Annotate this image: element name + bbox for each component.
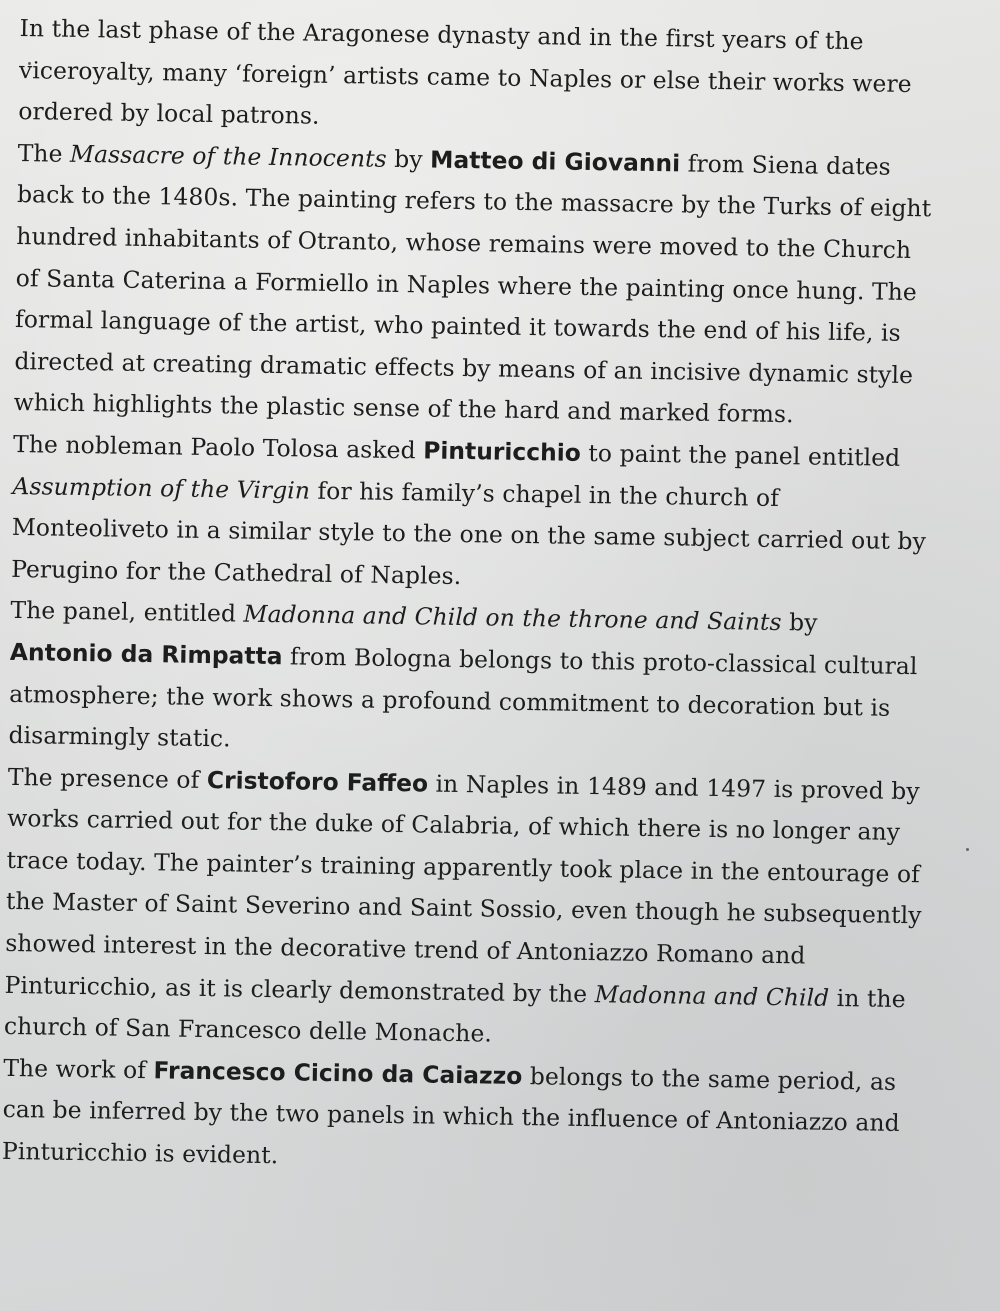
text-run: from Bologna belongs to this proto-classical cultural: [282, 642, 918, 681]
text-run: Pinturicchio is evident.: [1, 1136, 279, 1170]
text-run: the Master of Saint Severino and Saint Sossio, even though he subsequently: [5, 887, 922, 930]
text-run: Pinturicchio, as it is clearly demonstrated by the: [4, 970, 596, 1008]
speck-mark: [966, 848, 969, 851]
paragraph: [2, 1048, 949, 1188]
text-run: of Santa Caterina a Formiello in Naples where the painting once hung. The: [15, 263, 918, 306]
text-run: by: [386, 144, 431, 174]
text-run: directed at creating dramatic effects by means of an incisive dynamic style: [14, 346, 914, 389]
artist-name: Francesco Cicino da Caiazzo: [153, 1056, 523, 1090]
artwork-title: Assumption of the Virgin: [12, 471, 311, 505]
text-run: showed interest in the decorative trend of Antoniazzo Romano and: [5, 928, 806, 970]
text-run: by: [781, 608, 818, 637]
artist-name: Pinturicchio: [423, 436, 582, 467]
text-run: The presence of: [7, 762, 208, 794]
text-run: from Siena dates: [679, 149, 892, 181]
artwork-title: Madonna and Child: [594, 979, 830, 1012]
artwork-title: Madonna and Child on the throne and Saints: [243, 599, 782, 637]
text-run: back to the 1480s. The painting refers to the massacre by the Turks of eight: [16, 180, 932, 223]
text-run: which highlights the plastic sense of the hard and marked forms.: [13, 388, 794, 429]
text-run: ordered by local patrons.: [18, 97, 320, 130]
text-run: The: [17, 138, 71, 168]
text-run: formal language of the artist, who painted it towards the end of his life, is: [14, 305, 901, 348]
paragraph: [8, 590, 955, 771]
artist-name: Matteo di Giovanni: [429, 145, 681, 178]
text-run: Monteoliveto in a similar style to the one on the same subject carried out by: [11, 513, 927, 556]
text-run: viceroyalty, many ‘foreign’ artists came to Naples or else their works were: [18, 55, 912, 98]
text-run: trace today. The painter’s training apparently took place in the entourage of: [6, 845, 921, 889]
artist-name: Antonio da Rimpatta: [9, 637, 283, 671]
text-run: disarmingly static.: [8, 721, 231, 753]
text-run: The nobleman Paolo Tolosa asked: [12, 429, 424, 465]
text-run: in Naples in 1489 and 1497 is proved by: [427, 769, 920, 805]
artwork-title: Massacre of the Innocents: [69, 139, 387, 173]
text-run: The panel, entitled: [10, 596, 244, 628]
paragraph: [13, 133, 962, 439]
paragraph: [18, 8, 965, 148]
text-run: to paint the panel entitled: [580, 438, 901, 472]
text-run: church of San Francesco delle Monache.: [3, 1012, 493, 1048]
text-run: works carried out for the duke of Calabria, of which there is no longer any: [7, 804, 901, 847]
paragraph: [11, 424, 958, 605]
text-run: atmosphere; the work shows a profound commitment to decoration but is: [9, 679, 891, 722]
artist-name: Cristoforo Faffeo: [206, 765, 429, 798]
text-run: in the: [829, 983, 906, 1013]
text-run: can be inferred by the two panels in which the influence of Antoniazzo and: [2, 1095, 900, 1138]
text-run: The work of: [3, 1053, 154, 1085]
text-run: for his family’s chapel in the church of: [309, 476, 780, 512]
text-run: Perugino for the Cathedral of Naples.: [10, 554, 462, 590]
paragraph: [4, 757, 953, 1063]
text-run: hundred inhabitants of Otranto, whose remains were moved to the Church: [16, 221, 912, 264]
text-run: belongs to the same period, as: [522, 1061, 897, 1096]
panel-text-body: [2, 8, 965, 1187]
text-run: In the last phase of the Aragonese dynasty and in the first years of the: [19, 13, 864, 56]
